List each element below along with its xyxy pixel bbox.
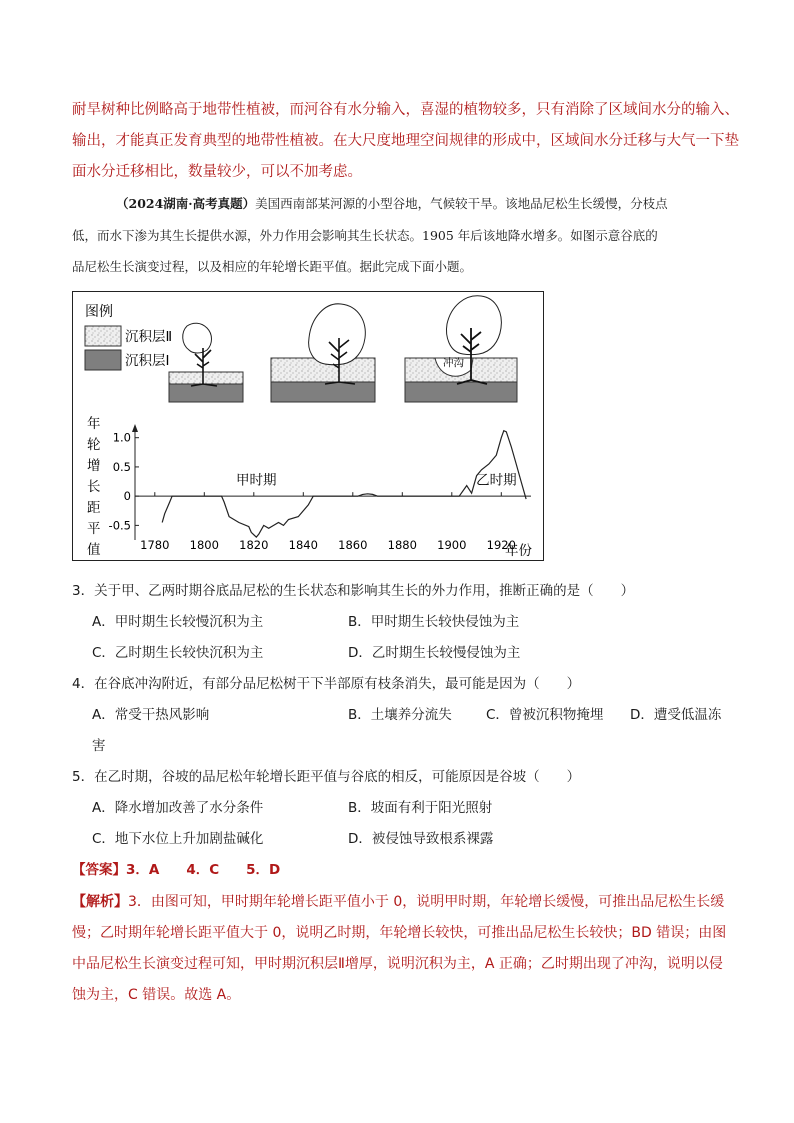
passage-line-2: 输出，才能真正发育典型的地带性植被。在大尺度地理空间规律的形成中，区域间水分迁移与大气一下垫 bbox=[72, 133, 739, 149]
legend-label-layer-2: 沉积层Ⅱ bbox=[125, 329, 173, 345]
y-axis-title bbox=[87, 415, 101, 558]
question-5-stem: 5．在乙时期，谷坡的品尼松年轮增长距平值与谷底的相反，可能原因是谷坡（ ） bbox=[72, 769, 581, 785]
y-label-char: 轮 bbox=[87, 437, 101, 453]
x-tick-label: 1920 bbox=[486, 538, 516, 552]
legend-label-layer-1: 沉积层Ⅰ bbox=[125, 353, 170, 369]
q5-option-b[interactable]: B．坡面有利于阳光照射 bbox=[348, 800, 493, 816]
q4-option-c[interactable]: C．曾被沉积物掩埋 bbox=[486, 707, 604, 723]
q3-option-a[interactable]: A．甲时期生长较慢沉积为主 bbox=[92, 614, 264, 630]
stage-3-illustration bbox=[405, 296, 517, 402]
x-tick-label: 1840 bbox=[288, 538, 318, 552]
q5-option-d[interactable]: D．被侵蚀导致根系裸露 bbox=[348, 831, 494, 847]
legend-swatch-layer-2 bbox=[85, 326, 121, 346]
y-ticks bbox=[109, 431, 139, 533]
intro-line-2: 低，而水下渗为其生长提供水源，外力作用会影响其生长状态。1905 年后该地降水增多。如图示意谷底的 bbox=[72, 228, 658, 243]
y-label-char: 值 bbox=[87, 542, 101, 558]
q3-option-b[interactable]: B．甲时期生长较快侵蚀为主 bbox=[348, 614, 520, 630]
y-axis-arrow bbox=[132, 424, 138, 432]
y-label-char: 距 bbox=[87, 500, 101, 516]
x-ticks bbox=[140, 492, 516, 552]
x-tick-label: 1780 bbox=[140, 538, 170, 552]
y-label-char: 长 bbox=[87, 479, 101, 495]
explanation-line-4: 蚀为主，C 错误。故选 A。 bbox=[72, 987, 241, 1003]
q5-option-c[interactable]: C．地下水位上升加剧盐碱化 bbox=[92, 831, 264, 847]
x-tick-label: 1820 bbox=[239, 538, 269, 552]
period-label-jia: 甲时期 bbox=[236, 472, 277, 489]
y-tick-label: -0.5 bbox=[108, 518, 131, 533]
y-tick-label: 0.5 bbox=[112, 459, 131, 474]
figure-svg bbox=[73, 292, 545, 562]
question-intro bbox=[116, 194, 776, 214]
explanation-line-3: 中品尼松生长演变过程可知，甲时期沉积层Ⅱ增厚，说明沉积为主，A 正确；乙时期出现了冲沟，说明以侵 bbox=[72, 956, 723, 972]
answer-line bbox=[72, 860, 280, 880]
legend-title: 图例 bbox=[85, 304, 113, 320]
stage-1-illustration bbox=[169, 323, 243, 402]
growth-anomaly-line bbox=[162, 431, 526, 537]
gully-label: 冲沟 bbox=[443, 357, 464, 369]
q5-option-a[interactable]: A．降水增加改善了水分条件 bbox=[92, 800, 264, 816]
explanation-line-2: 慢；乙时期年轮增长距平值大于 0，说明乙时期，年轮增长较快，可推出品尼松生长较快；BD 错误；由图 bbox=[72, 925, 727, 941]
y-tick-label: 1.0 bbox=[112, 430, 131, 445]
passage-line-3: 面水分迁移相比，数量较少，可以不加考虑。 bbox=[72, 164, 362, 180]
explanation-text-1: 3．由图可知，甲时期年轮增长距平值小于 0，说明甲时期，年轮增长缓慢，可推出品尼松生长缓 bbox=[128, 894, 725, 910]
y-label-char: 增 bbox=[87, 458, 101, 474]
question-source: （2024湖南·高考真题） bbox=[116, 196, 256, 211]
passage-line-1: 耐旱树种比例略高于地带性植被，而河谷有水分输入，喜湿的植物较多，只有消除了区域间水分的输入、 bbox=[72, 102, 739, 118]
question-4-stem: 4．在谷底冲沟附近，有部分品尼松树干下半部原有枝条消失，最可能是因为（ ） bbox=[72, 676, 581, 692]
question-3-stem: 3．关于甲、乙两时期谷底品尼松的生长状态和影响其生长的外力作用，推断正确的是（ ） bbox=[72, 583, 635, 599]
q4-option-a[interactable]: A．常受干热风影响 bbox=[92, 707, 210, 723]
answer-label: 【答案】 bbox=[72, 862, 126, 878]
intro-line-1: 美国西南部某河源的小型谷地，气候较干旱。该地品尼松生长缓慢，分枝点 bbox=[255, 196, 668, 211]
q4-option-d-wrap: 害 bbox=[92, 738, 106, 754]
period-label-yi: 乙时期 bbox=[476, 472, 517, 489]
figure-growth-chart bbox=[72, 291, 544, 561]
y-tick-label: 0 bbox=[123, 489, 131, 504]
y-label-char: 年 bbox=[87, 416, 101, 432]
x-axis-title: 年份 bbox=[505, 543, 532, 559]
x-tick-label: 1900 bbox=[437, 538, 467, 552]
legend-swatch-layer-1 bbox=[85, 350, 121, 370]
intro-line-3: 品尼松生长演变过程，以及相应的年轮增长距平值。据此完成下面小题。 bbox=[72, 259, 473, 274]
period-labels bbox=[236, 472, 517, 488]
explanation-label: 【解析】 bbox=[72, 894, 128, 910]
q4-option-d[interactable]: D．遭受低温冻 bbox=[630, 707, 722, 723]
q3-option-d[interactable]: D．乙时期生长较慢侵蚀为主 bbox=[348, 645, 521, 661]
q4-option-b[interactable]: B．土壤养分流失 bbox=[348, 707, 452, 723]
answer-text: 3．A 4．C 5．D bbox=[126, 862, 281, 878]
y-label-char: 平 bbox=[87, 521, 101, 537]
stage-2-illustration bbox=[271, 304, 375, 402]
q3-option-c[interactable]: C．乙时期生长较快沉积为主 bbox=[92, 645, 264, 661]
x-tick-label: 1860 bbox=[338, 538, 368, 552]
x-tick-label: 1800 bbox=[189, 538, 219, 552]
explanation-line-1 bbox=[72, 892, 724, 912]
x-tick-label: 1880 bbox=[387, 538, 417, 552]
